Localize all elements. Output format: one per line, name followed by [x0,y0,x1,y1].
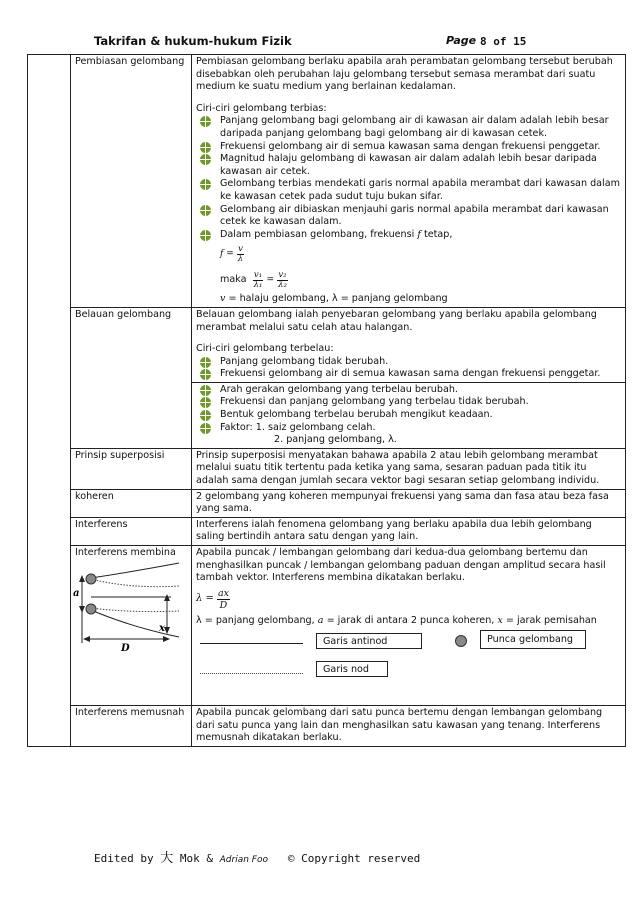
term-interferens: Interferens [71,517,192,545]
legend-nod: Garis nod [316,661,388,677]
table-row [28,448,626,489]
list-item: Bentuk gelombang terbelau berubah mengikut keadaan. [196,409,621,422]
variable-note: λ = panjang gelombang, a = jarak di antara 2 punca koheren, x = jarak pemisahan [196,614,597,626]
bullet-icon [200,369,211,380]
copyright: © Copyright reserved [287,852,421,865]
table-row [28,517,626,545]
table-row [28,546,626,706]
list-item: Frekuensi dan panjang gelombang yang terbelau tidak berubah. [196,396,621,409]
node-line-sample [200,673,303,674]
bullet-icon [200,205,211,216]
term-koheren: koheren [71,489,192,517]
source-1 [86,574,96,584]
list-item: Faktor: 1. saiz gelombang celah. [196,422,621,435]
source-icon [455,635,467,647]
bullet-icon [200,142,211,153]
divider [192,382,625,383]
ciri-title: Ciri-ciri gelombang terbelau: [196,343,334,355]
antinode-line [91,563,179,578]
term-label: Interferens membina [75,547,176,558]
table-row [28,489,626,517]
bullet-icon [200,397,211,408]
bullet-icon [200,179,211,190]
variable-note: v = halaju gelombang, λ = panjang gelombang [220,293,448,305]
legend-punca: Punca gelombang [480,630,586,649]
table-row [28,706,626,747]
node-line [91,608,179,612]
node-line [91,579,179,587]
bullet-icon [200,230,211,241]
document-title: Takrifan & hukum-hukum Fizik [94,34,292,48]
equation-ratio: maka $\frac{\text{v₁}}{\text{λ₁}}$ = $\frac{\text{v₂}}{\text{λ₂}}$ [220,269,287,290]
definition-koheren: 2 gelombang yang koheren mempunyai frekuensi yang sama dan fasa atau beza fasa yang sama. [192,489,626,517]
author-1: Mok [179,852,200,865]
interference-diagram [71,559,183,707]
list-item: Frekuensi gelombang air di semua kawasan sama dengan frekuensi penggetar. [196,368,621,381]
list-item: Panjang gelombang tidak berubah. [196,356,621,369]
term-membina [71,546,192,706]
legend-antinod: Garis antinod [316,633,422,649]
term-belauan: Belauan gelombang [71,307,192,448]
list-item: Dalam pembiasan gelombang, frekuensi f tetap, [196,229,621,242]
list-item: Panjang gelombang bagi gelombang air di kawasan air dalam adalah lebih besar daripada panjang gelombang bagi gelombang air di kawasan cetek. [196,115,621,140]
author-2: Adrian Foo [219,855,268,865]
page-header [0,34,638,52]
definition-text: Apabila puncak / lembangan gelombang dari kedua-dua gelombang bertemu dan menghasilkan puncak / lembangan gelombang paduan dengan amplitud secara hasil tambah vektor. Interferens membina dikatakan berlaku. [196,547,606,584]
antinode-line-sample [200,643,303,644]
list-item: Gelombang terbias mendekati garis normal apabila merambat dari kawasan dalam ke kawasan cetek pada sudut tuju bukan sifar. [196,178,621,203]
definition-interferens: Interferens ialah fenomena gelombang yang berlaku apabila dua lebih gelombang saling bertindih antara satu dengan yang lain. [192,517,626,545]
definition-superposisi: Prinsip superposisi menyatakan bahawa apabila 2 atau lebih gelombang merambat melalui suatu titik tertentu pada ketika yang sama, sesaran paduan pada titik itu adalah sama dengan jumlah secara vektor bagi sesaran setiap gelombang individu. [192,448,626,489]
legend [196,629,621,677]
bullet-icon [200,357,211,368]
list-item: Frekuensi gelombang air di semua kawasan sama dengan frekuensi penggetar. [196,141,621,154]
definition-membina [192,546,626,706]
bullet-icon [200,385,211,396]
table-row [28,55,626,308]
list-item: Arah gerakan gelombang yang terbelau berubah. [196,384,621,397]
label-x: x [159,623,165,634]
author-glyph: 大 [160,851,174,866]
bullet-icon [200,116,211,127]
label-a: a [73,588,80,599]
definition-belauan [192,307,626,448]
page-footer: Edited by 大 Mok & Adrian Foo © Copyright reserved [94,851,421,866]
label-D: D [121,643,130,654]
term-memusnah: Interferens memusnah [71,706,192,747]
margin-column [28,55,71,747]
term-pembiasan: Pembiasan gelombang [71,55,192,308]
list-item: Magnitud halaju gelombang di kawasan air dalam adalah lebih besar daripada kawasan air cetek. [196,153,621,178]
ciri-list [196,356,621,381]
ciri-title: Ciri-ciri gelombang terbias: [196,102,327,114]
bullet-icon [200,410,211,421]
definition-text: Pembiasan gelombang berlaku apabila arah perambatan gelombang tersebut berubah disebabkan oleh perubahan laju gelombang tersebut semasa merambat dari suatu medium ke suatu medium yang berlainan kedalaman. [196,56,613,93]
equation-lambda: λ = $\frac{ax}{D}$ [196,588,229,612]
ciri-list-2 [196,384,621,434]
term-superposisi: Prinsip superposisi [71,448,192,489]
equation-frequency: f = $\frac{v}{\lambda}$ [220,243,244,264]
factor-2: 2. panjang gelombang, λ. [274,434,397,446]
page-number: 8 of 15 [480,35,527,48]
bullet-icon [200,154,211,165]
definition-pembiasan [192,55,626,308]
list-item: Gelombang air dibiaskan menjauhi garis normal apabila merambat dari kawasan cetek ke kawasan dalam. [196,204,621,229]
definition-text: Belauan gelombang ialah penyebaran gelombang yang berlaku apabila gelombang merambat melalui satu celah atau halangan. [196,308,597,333]
definition-memusnah: Apabila puncak gelombang dari satu punca bertemu dengan lembangan gelombang dari satu punca yang lain dan menghasilkan satu kawasan yang tenang. Interferens memusnah dikatakan berlaku. [192,706,626,747]
ciri-list [196,115,621,241]
page-label: Page [446,34,477,47]
source-2 [86,604,96,614]
table-row [28,307,626,448]
definitions-table [27,54,626,747]
bullet-icon [200,423,211,434]
antinode-line [91,610,179,637]
